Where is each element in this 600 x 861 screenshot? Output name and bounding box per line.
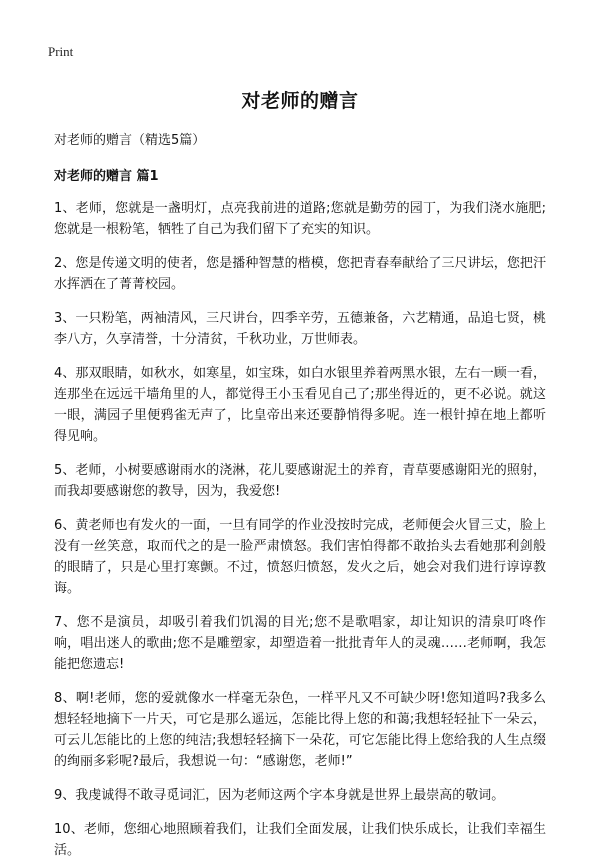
paragraph-10: 10、老师，您细心地照顾着我们，让我们全面发展，让我们快乐成长，让我们幸福生活。 — [54, 822, 546, 858]
document-title: 对老师的赠言 — [241, 90, 359, 112]
paragraph-5: 5、老师，小树要感谢雨水的浇淋，花儿要感谢泥土的养育，青草要感谢阳光的照射，而我却要感谢您的教导，因为，我爱您! — [54, 463, 546, 499]
paragraph-1: 1、老师，您就是一盏明灯，点亮我前进的道路;您就是勤劳的园丁，为我们浇水施肥;您就是一根粉笔，牺牲了自己为我们留下了充实的知识。 — [54, 201, 546, 237]
paragraph-6: 6、黄老师也有发火的一面，一旦有同学的作业没按时完成，老师便会火冒三丈，脸上没有一丝笑意，取而代之的是一脸严肃愤怒。我们害怕得都不敢抬头去看她那利剑般的眼睛了，只是心里打寒颤。不过，愤怒归愤怒，发火之后，她会对我们进行谆谆教诲。 — [54, 518, 546, 596]
paragraph-9: 9、我虔诚得不敢寻觅词汇，因为老师这两个字本身就是世界上最崇高的敬词。 — [54, 788, 505, 803]
paragraph-3: 3、一只粉笔，两袖清风，三尺讲台，四季辛劳，五德兼备，六艺精通，品追七贤，桃李八方，久享清誉，十分清贫，千秋功业，万世师表。 — [54, 311, 546, 347]
paragraph-4: 4、那双眼睛，如秋水，如寒星，如宝珠，如白水银里养着两黑水银，左右一顾一看，连那坐在远远干墙角里的人，都觉得王小玉看见自己了;那坐得近的，更不必说。就这一眼，满园子里便鸦雀无声了，比皇帝出来还要静悄得多呢。连一根针掉在地上都听得见响。 — [54, 366, 546, 444]
paragraph-list — [54, 198, 546, 861]
print-label: Print — [48, 44, 74, 59]
document-subtitle: 对老师的赠言（精选5篇） — [54, 133, 206, 148]
paragraph-2: 2、您是传递文明的使者，您是播种智慧的楷模，您把青春奉献给了三尺讲坛，您把汗水挥洒在了菁菁校园。 — [54, 256, 546, 292]
section-heading: 对老师的赠言 篇1 — [54, 169, 159, 184]
paragraph-8: 8、啊!老师，您的爱就像水一样毫无杂色，一样平凡又不可缺少呀!您知道吗?我多么想轻轻地摘下一片天，可它是那么遥远，怎能比得上您的和蔼;我想轻轻扯下一朵云，可云儿怎能比的上您的纯洁;我想轻轻摘下一朵花，可它怎能比得上您给我的人生点缀的绚丽多彩呢?最后，我想说一句：“感谢您，老师!” — [54, 691, 546, 769]
paragraph-7: 7、您不是演员，却吸引着我们饥渴的目光;您不是歌唱家，却让知识的清泉叮咚作响，唱出迷人的歌曲;您不是雕塑家，却塑造着一批批青年人的灵魂……老师啊，我怎能把您遗忘! — [54, 615, 546, 672]
